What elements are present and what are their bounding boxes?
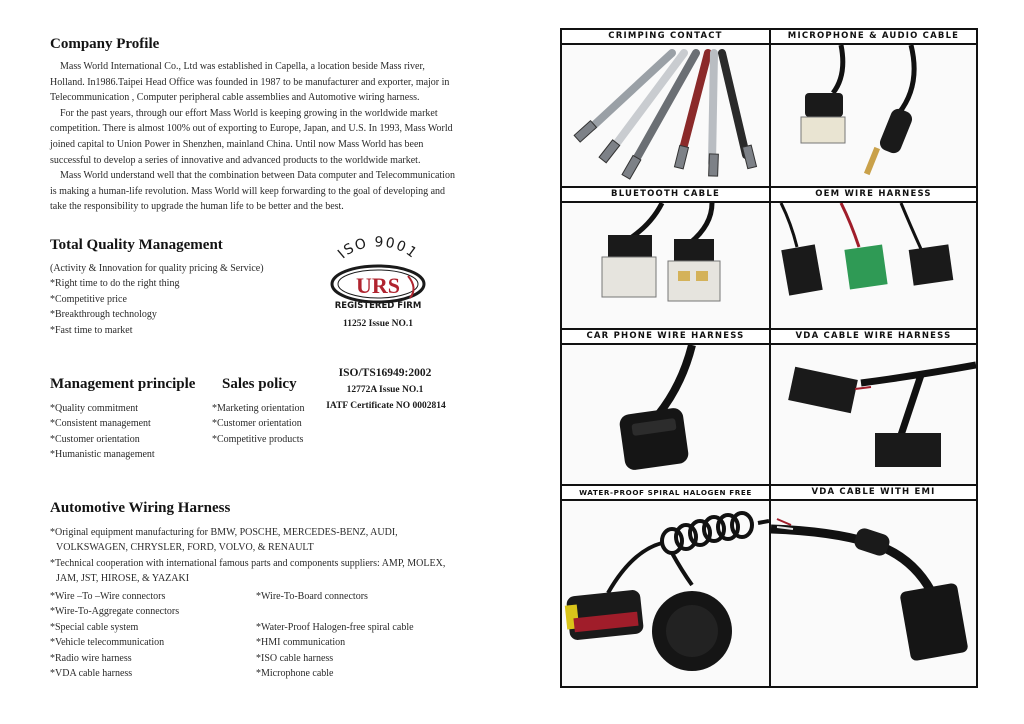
- automotive-products-col1: [50, 589, 179, 681]
- vda-cable-wire-harness-photo-icon: [771, 345, 976, 485]
- list-item: *Fast time to market: [50, 324, 133, 336]
- list-item: *Wire-To-Aggregate connectors: [50, 606, 180, 618]
- list-item: (Activity & Innovation for quality pricing & Service): [50, 263, 264, 274]
- waterproof-spiral-cable-photo-icon: [562, 501, 769, 686]
- company-profile-paragraph: For the past years, through our effort Mass World is keeping growing in the worldwide market competition. There is almost 100% out of exporting to Europe, Japan, and U.S. In 1993, Mass World joined capital to Union Power in Shenzhen, mainland China. Until now Mass World has been successful to develop a series of innovative and advanced products to the worldwide market.: [50, 107, 453, 166]
- sales-policy-list: [212, 401, 304, 447]
- list-item: *Competitive price: [50, 293, 127, 305]
- list-item: *VDA cable harness: [50, 668, 133, 680]
- intro-line-continued: JAM, JST, HIROSE, & YAZAKI: [56, 573, 190, 585]
- company-profile-title: Company Profile: [50, 36, 160, 52]
- ts16949-title: ISO/TS16949:2002: [338, 367, 432, 379]
- urs-iso9001-logo: [318, 232, 438, 304]
- list-item: *Competitive products: [212, 433, 304, 445]
- ts16949-issue: 12772A Issue NO.1: [346, 385, 424, 395]
- list-item: [50, 556, 490, 587]
- list-item: *Vehicle telecommunication: [50, 637, 165, 649]
- list-item: *HMI communication: [256, 637, 346, 649]
- crimping-contact-photo-icon: [562, 45, 769, 188]
- product-cell-vda-cable-wire-harness: [771, 330, 976, 485]
- car-phone-wire-harness-photo-icon: [562, 345, 769, 485]
- tqm-title: Total Quality Management: [50, 237, 223, 253]
- product-cell-waterproof-spiral: [562, 486, 769, 686]
- list-item: *Consistent management: [50, 418, 151, 430]
- product-cell-bluetooth-cable: [562, 188, 769, 329]
- product-caption: OEM WIRE HARNESS: [771, 188, 976, 203]
- list-item: *Special cable system: [50, 621, 139, 633]
- list-item: [50, 525, 490, 556]
- list-item: *Radio wire harness: [50, 652, 132, 664]
- management-principle-title: Management principle: [50, 376, 196, 392]
- list-item: *Marketing orientation: [212, 403, 305, 414]
- list-item: *Quality commitment: [50, 403, 139, 414]
- list-item: *Right time to do the right thing: [50, 278, 180, 290]
- list-item: *Customer orientation: [50, 433, 140, 445]
- list-item: *Customer orientation: [212, 418, 302, 430]
- company-profile-text: [50, 59, 460, 215]
- product-caption: WATER-PROOF SPIRAL HALOGEN FREE: [562, 486, 769, 501]
- list-item: *ISO cable harness: [256, 652, 334, 664]
- company-profile-paragraph: Mass World understand well that the combination between Data computer and Telecommunication is making a human-life revolution. Mass World will keep forwarding to the goal of developing and take the responsibility to upgrade the human life to be better and the best.: [50, 170, 455, 213]
- product-caption: VDA CABLE WIRE HARNESS: [771, 330, 976, 345]
- list-item: *Humanistic management: [50, 449, 155, 461]
- product-cell-microphone-audio-cable: [771, 30, 976, 188]
- list-item: *Breakthrough technology: [50, 309, 157, 321]
- product-caption: CRIMPING CONTACT: [562, 30, 769, 45]
- intro-line: *Technical cooperation with international famous parts and components suppliers: AMP, MOLEX,: [50, 557, 446, 569]
- list-item: *Wire-To-Board connectors: [256, 591, 368, 602]
- automotive-intro-list: [50, 525, 490, 587]
- list-item: *Water-Proof Halogen-free spiral cable: [256, 621, 414, 633]
- product-caption: BLUETOOTH CABLE: [562, 188, 769, 203]
- vda-cable-emi-photo-icon: [771, 501, 976, 686]
- iso9001-issue: 11252 Issue NO.1: [343, 319, 413, 329]
- intro-line-continued: VOLKSWAGEN, CHRYSLER, FORD, VOLVO, & RENAULT: [56, 542, 314, 554]
- bluetooth-cable-photo-icon: [562, 203, 769, 329]
- product-photo-grid: [560, 28, 978, 688]
- product-cell-crimping-contact: [562, 30, 769, 188]
- automotive-title: Automotive Wiring Harness: [50, 500, 231, 516]
- product-caption: VDA CABLE WITH EMI: [771, 486, 976, 501]
- management-principle-list: [50, 401, 155, 463]
- oem-wire-harness-photo-icon: [771, 203, 976, 329]
- product-cell-vda-cable-emi: [771, 486, 976, 686]
- product-caption: CAR PHONE WIRE HARNESS: [562, 330, 769, 345]
- microphone-audio-cable-photo-icon: [771, 45, 976, 188]
- list-item: *Microphone cable: [256, 668, 334, 680]
- iso9001-arc-text: ISO 9001: [334, 234, 421, 263]
- svg-text:ISO 9001: [335, 234, 421, 262]
- intro-line: *Original equipment manufacturing for BMW, POSCHE, MERCEDES-BENZ, AUDI,: [50, 527, 398, 538]
- registered-firm-label: REGISTERED FIRM: [334, 301, 422, 311]
- sales-policy-title: Sales policy: [222, 376, 297, 392]
- product-cell-oem-wire-harness: [771, 188, 976, 329]
- product-caption: MICROPHONE & AUDIO CABLE: [771, 30, 976, 45]
- product-cell-car-phone-wire-harness: [562, 330, 769, 485]
- iatf-certificate: IATF Certificate NO 0002814: [326, 401, 446, 411]
- company-profile-paragraph: Mass World International Co., Ltd was established in Capella, a location beside Mass river, Holland. In1986.Taipei Head Office was founded in 1987 to be manufacturer and exporter, major in Telecommunication , Computer peripheral cable assemblies and Automotive wiring harness.: [50, 61, 450, 104]
- tqm-list: [50, 261, 264, 338]
- urs-logo-text: URS: [355, 273, 401, 298]
- automotive-products-col2: [256, 589, 414, 681]
- list-item: *Wire –To –Wire connectors: [50, 591, 166, 602]
